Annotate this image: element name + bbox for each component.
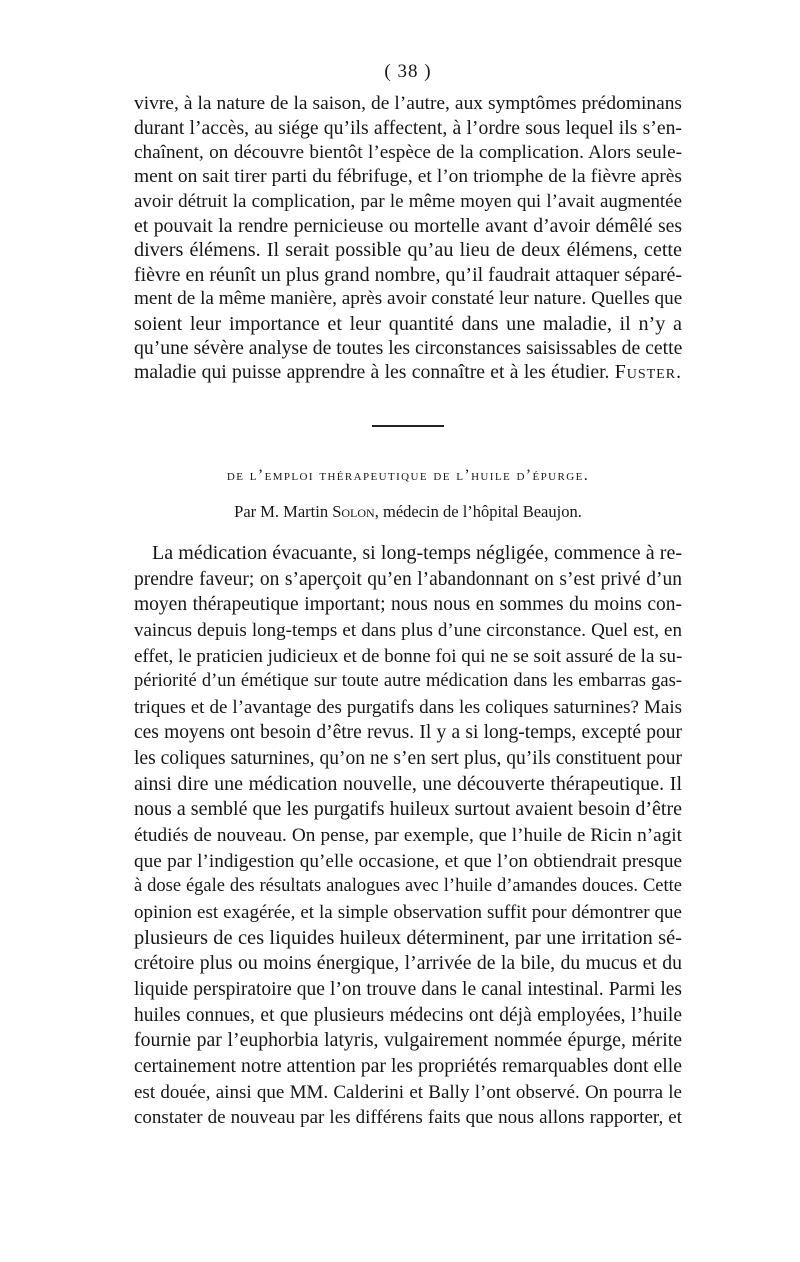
text-line: fournie par l’euphorbia latyris, vulgairement nommée épurge, mérite: [134, 1029, 682, 1052]
author-signature: Fuster.: [614, 361, 682, 384]
article-title: de l’emploi thérapeutique de l’huile d’épurge.: [226, 466, 590, 484]
text-line: huiles connues, et que plusieurs médecins ont déjà employées, l’huile: [134, 1004, 682, 1026]
text-line: certainement notre attention par les propriétés remarquables dont elle: [134, 1055, 682, 1077]
text-line: qu’une sévère analyse de toutes les circonstances saisissables de cette: [134, 337, 683, 360]
article-byline: [134, 501, 682, 523]
byline-suffix: , médecin de l’hôpital Beaujon.: [374, 501, 582, 521]
page-number: ( 38 ): [384, 61, 432, 82]
text-line: que par l’indigestion qu’elle occasione, et que l’on obtiendrait presque: [134, 850, 682, 872]
text-line: et pouvait la rendre pernicieuse ou mortelle avant d’avoir démêlé ses: [134, 215, 682, 238]
text-line: ment de la même manière, après avoir constaté leur nature. Quelles que: [134, 288, 683, 310]
text-line: prendre faveur; on s’aperçoit qu’en l’abandonnant on s’est privé d’un: [134, 568, 682, 590]
text-line: est douée, ainsi que MM. Calderini et Bally l’ont observé. On pourra le: [134, 1081, 682, 1103]
text-line: les coliques saturnines, qu’on ne s’en sert plus, qu’ils constituent pour: [134, 748, 682, 770]
text-line: constater de nouveau par les différens faits que nous allons rapporter, et: [134, 1107, 682, 1129]
text-line: vivre, à la nature de la saison, de l’autre, aux symptômes prédominans: [134, 93, 682, 114]
text-line: nous a semblé que les purgatifs huileux surtout avaient besoin d’être: [134, 798, 682, 821]
text-line: ces moyens ont besoin d’être revus. Il y a si long-temps, excepté pour: [134, 722, 682, 744]
text-line: à dose égale des résultats analogues avec l’huile d’amandes douces. Cette: [134, 876, 682, 897]
text-line: étudiés de nouveau. On pense, par exemple, que l’huile de Ricin n’agit: [134, 825, 682, 847]
text-line: durant l’accès, au siége qu’ils affectent, à l’ordre sous lequel ils s’en-: [134, 117, 682, 140]
byline-prefix: Par M. Martin: [234, 501, 329, 521]
text-line: divers élémens. Il serait possible qu’au lieu de deux élémens, cette: [134, 239, 682, 262]
article-body: [134, 541, 682, 1131]
text-line: moyen thérapeutique important; nous nous en sommes du moins con-: [134, 594, 682, 616]
text-line: fièvre en réunît un plus grand nombre, qu’il faudrait attaquer séparé-: [134, 263, 682, 286]
text-line: liquide perspiratoire que l’on trouve dans le canal intestinal. Parmi les: [134, 979, 682, 1001]
text-line: ment on sait tirer parti du fébrifuge, et l’on triomphe de la fièvre après: [134, 166, 682, 188]
text-line: triques et de l’avantage des purgatifs dans les coliques saturnines? Mais: [134, 696, 682, 718]
section-divider: [372, 425, 444, 427]
text-line-last: [134, 360, 682, 384]
text-line: avoir détruit la complication, par le même moyen qui l’avait augmentée: [134, 190, 682, 212]
text-line: La médication évacuante, si long-temps négligée, commence à re-: [152, 541, 682, 564]
last-line-text: maladie qui puisse apprendre à les connaître et à les étudier.: [134, 361, 610, 384]
preceding-article-text: [134, 92, 682, 385]
document-page: [134, 58, 682, 1131]
text-line: effet, le praticien judicieux et de bonne foi qui ne se soit assuré de la su-: [134, 645, 683, 667]
text-line: ainsi dire une médication nouvelle, une découverte thérapeutique. Il: [134, 772, 682, 795]
text-line: crétoire plus ou moins énergique, l’arrivée de la bile, du mucus et du: [134, 952, 682, 975]
text-line: périorité d’un émétique sur toute autre médication dans les embarras gas-: [134, 671, 682, 692]
text-line: chaînent, on découvre bientôt l’espèce de la complication. Alors seule-: [134, 141, 682, 163]
text-line: vaincus depuis long-temps et dans plus d’une circonstance. Quel est, en: [134, 619, 682, 641]
byline-author: Solon: [332, 501, 375, 521]
text-line: opinion est exagérée, et la simple observation suffit pour démontrer que: [134, 902, 682, 924]
text-line: plusieurs de ces liquides huileux déterminent, par une irritation sé-: [134, 926, 682, 949]
text-line: soient leur importance et leur quantité dans une maladie, il n’y a: [134, 312, 682, 335]
